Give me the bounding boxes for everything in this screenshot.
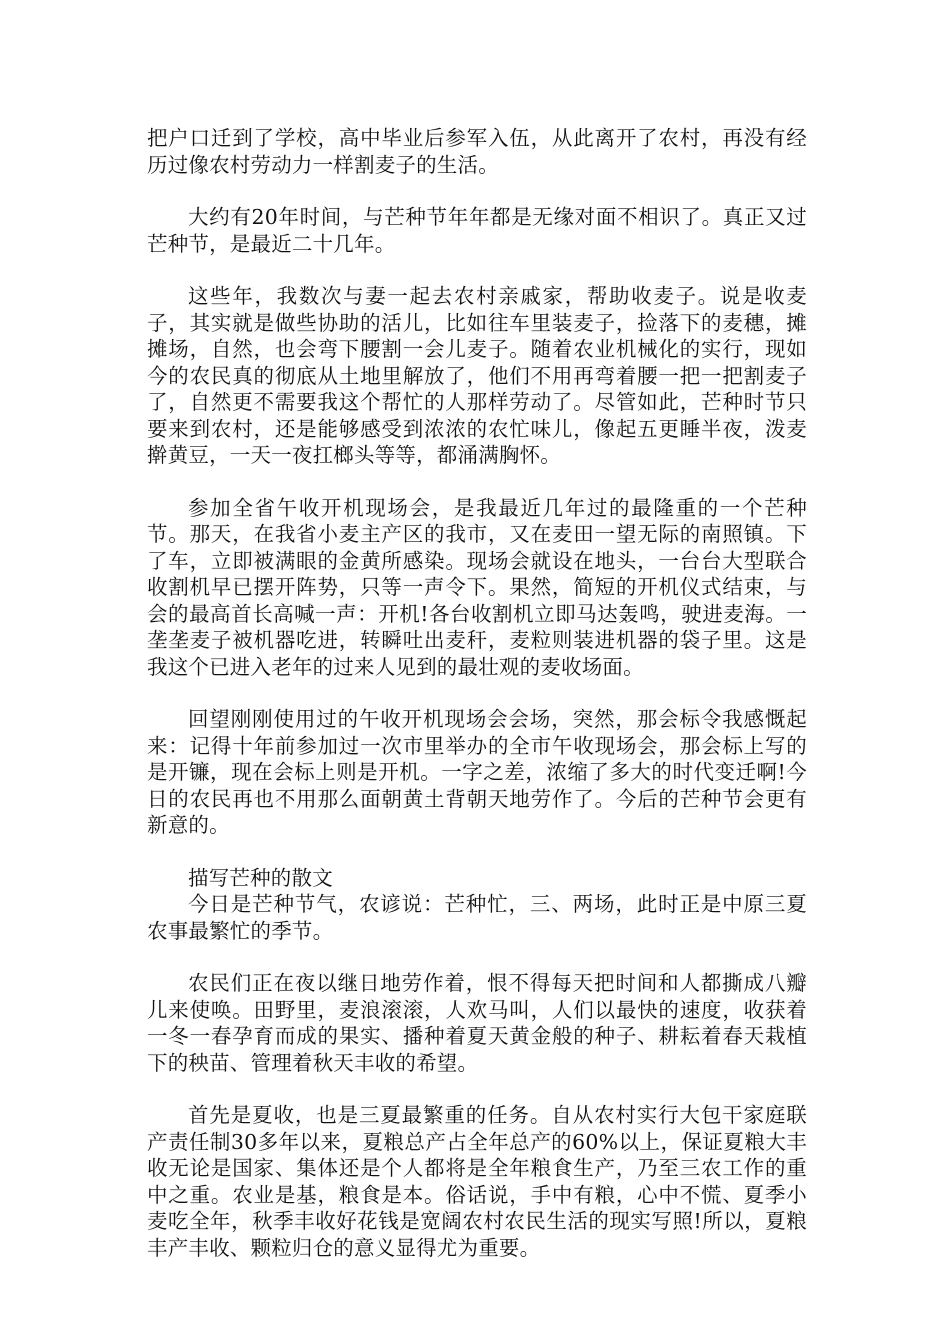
paragraph-3: 这些年，我数次与妻一起去农村亲戚家，帮助收麦子。说是收麦子，其实就是做些协助的活儿，比如往车里装麦子，捡落下的麦穗，摊摊场，自然，也会弯下腰割一会儿麦子。随着农业机械化的实行，现如今的农民真的彻底从土地里解放了，他们不用再弯着腰一把一把割麦子了，自然更不需要我这个帮忙的人那样劳动了。尽管如此，芒种时节只要来到农村，还是能够感受到浓浓的农忙味儿，像起五更睡半夜，泼麦擀黄豆，一天一夜扛榔头等等，都涌满胸怀。: [147, 284, 807, 467]
section-heading: 描写芒种的散文: [188, 865, 333, 890]
paragraph-4: 参加全省午收开机现场会，是我最近几年过的最隆重的一个芒种节。那天，在我省小麦主产区的我市，又在麦田一望无际的南照镇。下了车，立即被满眼的金黄所感染。现场会就设在地头，一台台大型联合收割机早已摆开阵势，只等一声令下。果然，简短的开机仪式结束，与会的最高首长高喊一声：开机!各台收割机立即马达轰鸣，驶进麦海。一垄垄麦子被机器吃进，转瞬吐出麦秆，麦粒则装进机器的袋子里。这是我这个已进入老年的过来人见到的最壮观的麦收场面。: [147, 495, 807, 679]
paragraph-8: 首先是夏收，也是三夏最繁重的任务。自从农村实行大包干家庭联产责任制30多年以来，夏粮总产占全年总产的60%以上，保证夏粮大丰收无论是国家、集体还是个人都将是全年粮食生产，乃至三农工作的重中之重。农业是基，粮食是本。俗话说，手中有粮，心中不慌、夏季小麦吃全年，秋季丰收好花钱是宽阔农村农民生活的现实写照!所以，夏粮丰产丰收、颗粒归仓的意义显得尤为重要。: [147, 1103, 807, 1260]
paragraph-1: 把户口迁到了学校，高中毕业后参军入伍，从此离开了农村，再没有经历过像农村劳动力一样割麦子的生活。: [147, 126, 807, 177]
paragraph-7: 农民们正在夜以继日地劳作着，恨不得每天把时间和人都撕成八瓣儿来使唤。田野里，麦浪滚滚，人欢马叫，人们以最快的速度，收获着一冬一春孕育而成的果实、播种着夏天黄金般的种子、耕耘着春天栽植下的秧苗、管理着秋天丰收的希望。: [147, 971, 807, 1075]
document-body: [147, 125, 807, 1287]
paragraph-2: 大约有20年时间，与芒种节年年都是无缘对面不相识了。真正又过芒种节，是最近二十几年。: [147, 205, 807, 256]
paragraph-6: 今日是芒种节气，农谚说：芒种忙，三、两场，此时正是中原三夏农事最繁忙的季节。: [147, 892, 807, 943]
paragraph-5: 回望刚刚使用过的午收开机现场会会场，突然，那会标令我感慨起来：记得十年前参加过一次市里举办的全市午收现场会，那会标上写的是开镰，现在会标上则是开机。一字之差，浓缩了多大的时代变迁啊!今日的农民再也不用那么面朝黄土背朝天地劳作了。今后的芒种节会更有新意的。: [147, 707, 807, 837]
